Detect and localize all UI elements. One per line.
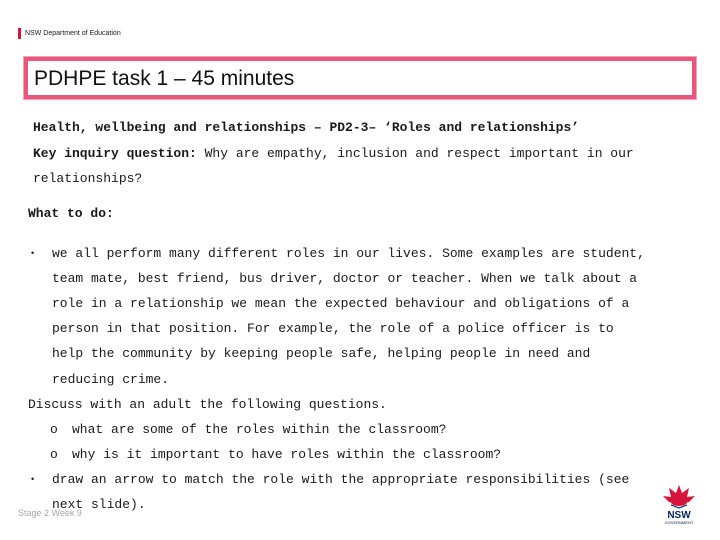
bullet2-line: draw an arrow to match the role with the appropriate responsibilities (see (52, 472, 630, 487)
bullet1-line: person in that position. For example, the role of a police officer is to (52, 321, 614, 336)
bullet1-line: reducing crime. (52, 372, 170, 387)
title-box (24, 57, 696, 99)
bullet2-line: next slide). (52, 497, 146, 512)
waratah-icon (663, 485, 695, 508)
footer-stage-label: Stage 2 Week 9 (18, 508, 82, 518)
discuss-text: Discuss with an adult the following questions. (28, 397, 387, 412)
bullet1-line: team mate, best friend, bus driver, doctor or teacher. When we talk about a (52, 271, 638, 286)
bullet1-line: we all perform many different roles in our lives. Some examples are student, (52, 246, 645, 261)
sub-bullet: o (50, 422, 58, 437)
sub-bullet: o (50, 447, 58, 462)
page-title: PDHPE task 1 – 45 minutes (34, 67, 295, 90)
bullet-dot: • (31, 248, 35, 258)
bullet-dot: • (31, 474, 35, 484)
unit-line: Health, wellbeing and relationships – PD2-3– ‘Roles and relationships’ (33, 120, 580, 135)
header-accent-bar (18, 28, 21, 39)
logo-text: NSW (667, 510, 691, 521)
bullet1-line: role in a relationship we mean the expected behaviour and obligations of a (52, 296, 630, 311)
inquiry-text: Why are empathy, inclusion and respect important in our (196, 146, 634, 161)
question-item: why is it important to have roles within the classroom? (72, 447, 502, 462)
logo-subtext: GOVERNMENT (664, 520, 694, 525)
inquiry-text-cont: relationships? (33, 171, 143, 186)
department-label: NSW Department of Education (25, 30, 121, 37)
bullet1-line: help the community by keeping people safe, helping people in need and (52, 346, 591, 361)
nsw-government-logo (656, 481, 702, 527)
inquiry-label: Key inquiry question: (33, 146, 197, 161)
what-to-do-heading: What to do: (28, 206, 114, 221)
inquiry-question (33, 146, 634, 162)
question-item: what are some of the roles within the classroom? (72, 422, 447, 437)
